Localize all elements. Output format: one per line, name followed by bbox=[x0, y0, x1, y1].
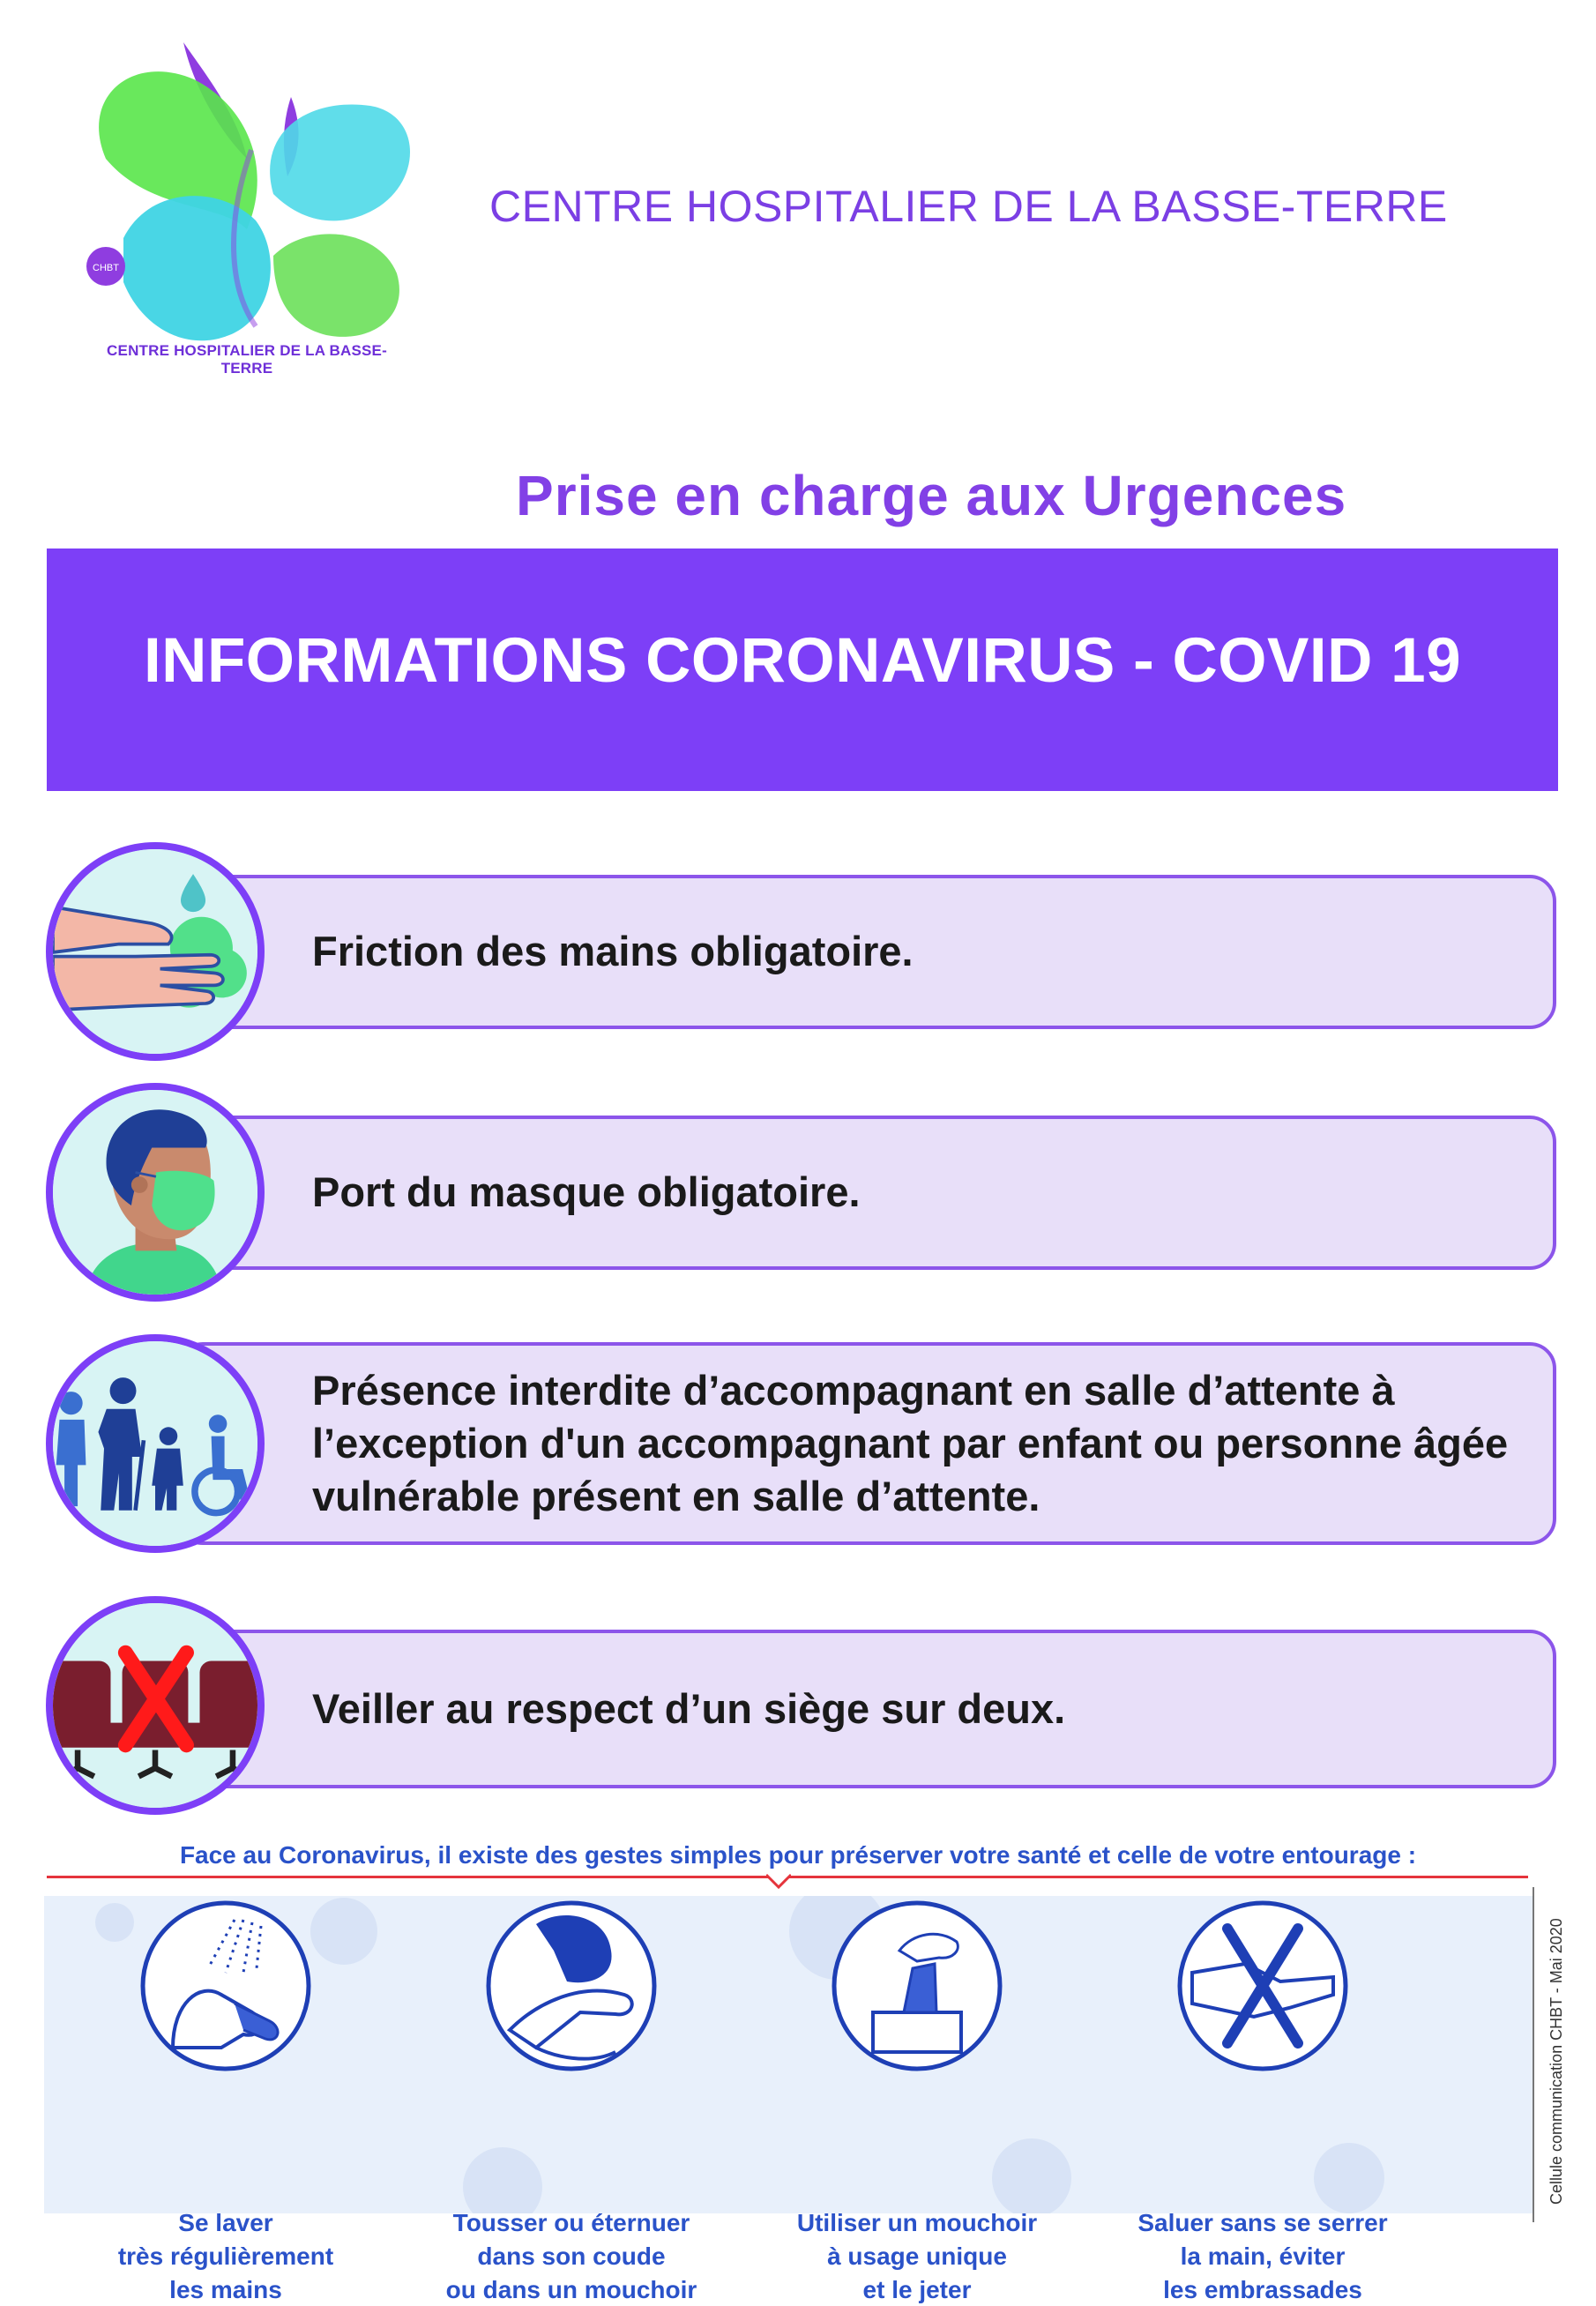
gesture-label: Saluer sans se serrer la main, éviter les embrassades bbox=[1137, 2209, 1388, 2303]
rule-seat-spacing bbox=[176, 1630, 1556, 1788]
rule-companions bbox=[176, 1342, 1556, 1545]
gesture-label: Tousser ou éternuer dans son coude ou dans un mouchoir bbox=[445, 2209, 697, 2303]
cough-elbow-icon bbox=[483, 1898, 660, 2074]
gesture-tissue bbox=[750, 1898, 1085, 2306]
gesture-cough-elbow bbox=[404, 1898, 739, 2306]
hospital-logo bbox=[71, 35, 441, 370]
rule-text: Veiller au respect d’un siège sur deux. bbox=[312, 1684, 1066, 1732]
wash-hands-icon bbox=[138, 1898, 314, 2074]
hand-washing-icon bbox=[46, 842, 265, 1061]
seat-spacing-icon bbox=[46, 1596, 265, 1815]
rule-text: Friction des mains obligatoire. bbox=[312, 928, 914, 975]
rule-text: Port du masque obligatoire. bbox=[312, 1168, 861, 1216]
gestures-intro: Face au Coronavirus, il existe des gestes simples pour préserver votre santé et celle de votre entourage : bbox=[179, 1841, 1417, 1869]
rule-hand-friction bbox=[176, 875, 1556, 1029]
gesture-no-handshake bbox=[1095, 1898, 1430, 2306]
credit-divider bbox=[1533, 1887, 1534, 2222]
gesture-wash-hands bbox=[58, 1898, 393, 2306]
logo-caption: CENTRE HOSPITALIER DE LA BASSE-TERRE bbox=[107, 342, 387, 377]
covid-banner bbox=[47, 549, 1558, 791]
organization-title: CENTRE HOSPITALIER DE LA BASSE-TERRE bbox=[489, 182, 1448, 231]
rule-mask bbox=[176, 1116, 1556, 1270]
face-mask-icon bbox=[46, 1083, 265, 1302]
logo-badge: CHBT bbox=[93, 263, 119, 273]
page-subtitle: Prise en charge aux Urgences bbox=[516, 464, 1347, 527]
banner-title: INFORMATIONS CORONAVIRUS - COVID 19 bbox=[143, 626, 1462, 696]
credit-text: Cellule communication CHBT - Mai 2020 bbox=[1548, 1918, 1565, 2205]
no-handshake-icon bbox=[1175, 1898, 1351, 2074]
gesture-label: Se laver très régulièrement les mains bbox=[117, 2209, 334, 2303]
rule-text: Présence interdite d’accompagnant en salle d’attente à l’exception d'un accompagnant par enfant ou personne âgée vulnérable présent en salle d’attente. bbox=[312, 1366, 1509, 1520]
tissue-icon bbox=[829, 1898, 1005, 2074]
gesture-label: Utiliser un mouchoir à usage unique et le jeter bbox=[796, 2209, 1038, 2303]
divider-notch-icon bbox=[766, 1873, 791, 1898]
companions-icon bbox=[46, 1334, 265, 1553]
